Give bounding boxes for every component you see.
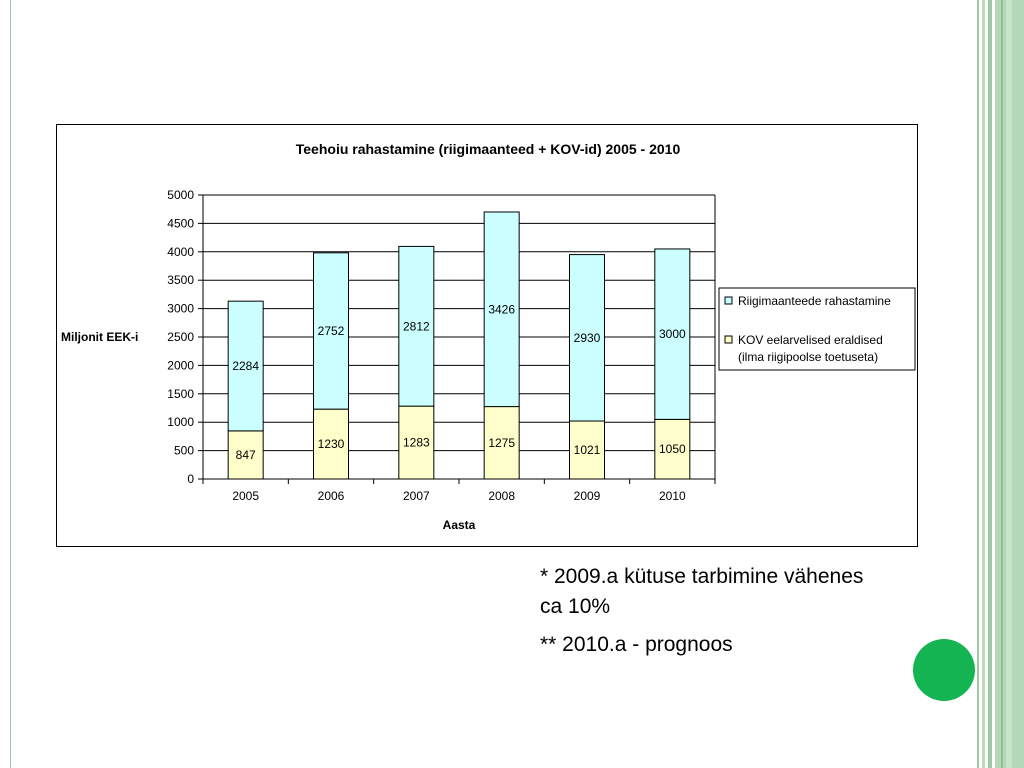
y-tick-label: 0 [187, 472, 194, 486]
data-label: 3000 [658, 327, 686, 342]
data-label: 1050 [658, 442, 686, 457]
data-label: 847 [235, 447, 256, 462]
chart-container [56, 124, 918, 547]
y-axis-label: Miljonit EEK-i [61, 330, 139, 344]
x-axis-label: Aasta [442, 518, 476, 532]
data-label: 2930 [573, 330, 601, 345]
x-tick-label: 2005 [232, 489, 260, 503]
data-label: 2752 [317, 323, 345, 338]
x-tick-label: 2009 [573, 489, 601, 503]
data-label: 1283 [402, 435, 430, 450]
legend-label: KOV eelarvelised eraldised [738, 333, 883, 347]
x-tick-label: 2010 [658, 489, 686, 503]
x-tick-label: 2008 [488, 489, 516, 503]
chart-title: Teehoiu rahastamine (riigimaanteed + KOV-id) 2005 - 2010 [295, 141, 681, 157]
footnote-2009: * 2009.a kütuse tarbimine vähenes ca 10% [540, 565, 864, 618]
green-circle-decoration [913, 639, 975, 701]
x-tick-label: 2007 [402, 489, 430, 503]
y-tick-label: 2000 [167, 358, 194, 373]
data-label: 1275 [488, 435, 516, 450]
data-label: 2284 [232, 359, 260, 374]
y-tick-label: 1000 [167, 415, 194, 430]
data-label: 1021 [573, 443, 601, 458]
y-tick-label: 4000 [167, 244, 194, 259]
footnote-2010: ** 2010.a - prognoos [540, 633, 733, 656]
legend-label: Riigimaanteede rahastamine [738, 294, 891, 308]
y-tick-label: 500 [173, 443, 194, 458]
y-tick-label: 2500 [167, 330, 194, 344]
x-tick-label: 2006 [317, 489, 345, 503]
data-label: 3426 [488, 302, 516, 317]
y-tick-label: 1500 [167, 386, 194, 401]
footnotes [540, 562, 870, 668]
legend-swatch [725, 336, 732, 343]
y-tick-label: 3000 [167, 301, 194, 316]
left-frame-border [0, 0, 11, 768]
data-label: 1230 [317, 437, 345, 452]
legend-label: (ilma riigipoolse toetuseta) [738, 350, 879, 364]
stacked-bar-chart [57, 125, 917, 546]
y-tick-label: 5000 [167, 188, 194, 202]
legend-swatch [725, 297, 732, 304]
data-label: 2812 [402, 319, 430, 334]
y-tick-label: 3500 [167, 273, 194, 288]
y-tick-label: 4500 [167, 216, 194, 231]
right-frame-stripes [970, 0, 1024, 768]
